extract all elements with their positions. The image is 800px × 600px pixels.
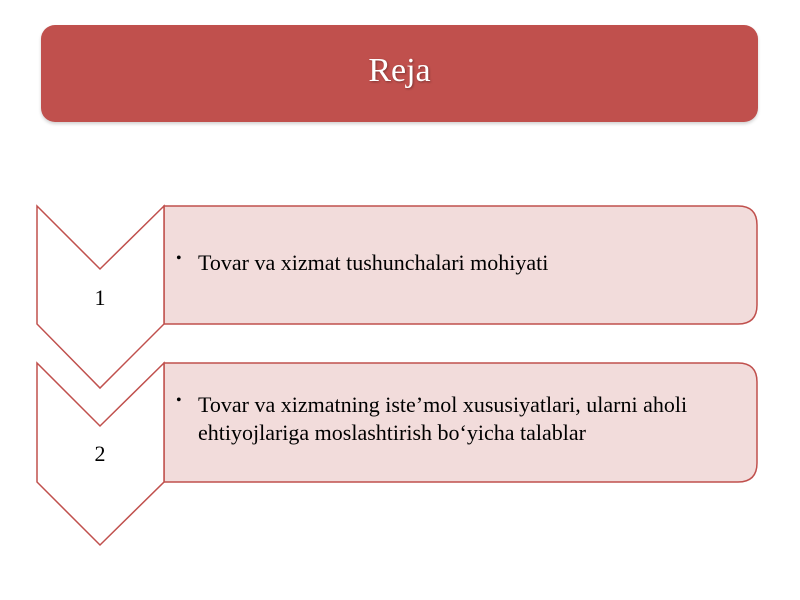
step-1-number: 1 bbox=[94, 285, 106, 310]
bullet-icon: • bbox=[176, 392, 182, 409]
step-2-text: Tovar va xizmatning iste’mol xususiyatlari, ularni aholi ehtiyojlariga moslashtirish bo‘yicha talablar bbox=[198, 392, 688, 445]
bullet-icon: • bbox=[176, 250, 182, 267]
step-1-bullet bbox=[176, 249, 736, 277]
step-2-number: 2 bbox=[94, 441, 106, 466]
step-2-bullet bbox=[176, 391, 736, 447]
slide-title: Reja bbox=[368, 52, 431, 89]
step-1-text: Tovar va xizmat tushunchalari mohiyati bbox=[198, 250, 549, 275]
